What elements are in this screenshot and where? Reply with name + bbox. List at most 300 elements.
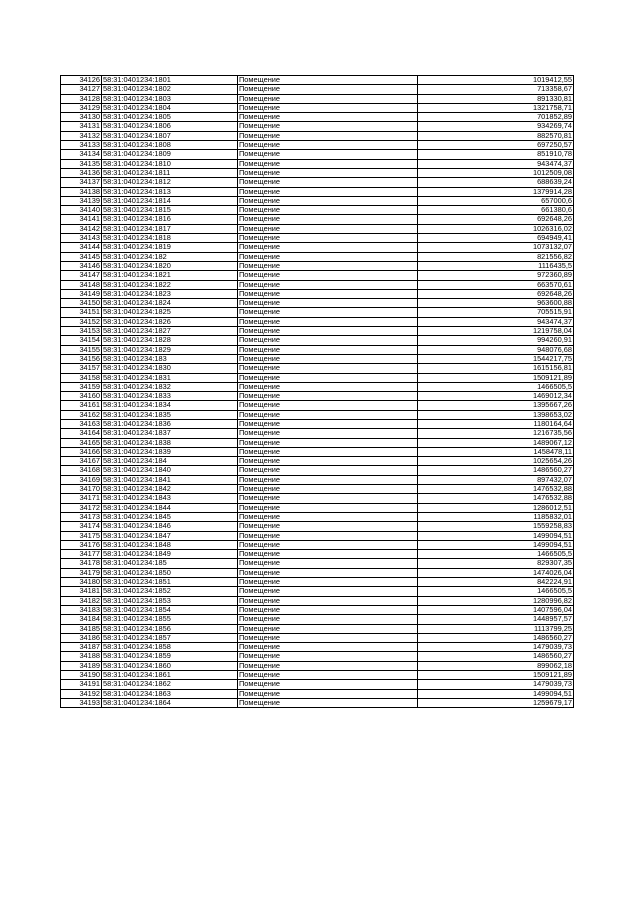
- table-row: [61, 234, 574, 243]
- row-number-cell: 34168: [61, 466, 102, 475]
- object-type-cell: Помещение: [238, 624, 418, 633]
- table-row: [61, 299, 574, 308]
- object-type-cell: Помещение: [238, 605, 418, 614]
- cadastral-number-cell: 58:31:0401234:1811: [102, 168, 238, 177]
- cadastral-number-cell: 58:31:0401234:1830: [102, 364, 238, 373]
- row-number-cell: 34154: [61, 336, 102, 345]
- cadastral-value-cell: 697250,57: [418, 141, 574, 150]
- row-number-cell: 34176: [61, 540, 102, 549]
- object-type-cell: Помещение: [238, 327, 418, 336]
- row-number-cell: 34126: [61, 76, 102, 85]
- cadastral-number-cell: 58:31:0401234:1831: [102, 373, 238, 382]
- cadastral-number-cell: 58:31:0401234:1853: [102, 596, 238, 605]
- cadastral-number-cell: 58:31:0401234:1855: [102, 615, 238, 624]
- row-number-cell: 34141: [61, 215, 102, 224]
- cadastral-value-cell: 1321758,71: [418, 103, 574, 112]
- cadastral-value-cell: 661380,6: [418, 206, 574, 215]
- object-type-cell: Помещение: [238, 494, 418, 503]
- object-type-cell: Помещение: [238, 531, 418, 540]
- cadastral-number-cell: 58:31:0401234:1846: [102, 522, 238, 531]
- table-row: [61, 671, 574, 680]
- cadastral-value-cell: 851910,78: [418, 150, 574, 159]
- table-row: [61, 327, 574, 336]
- cadastral-value-cell: 1486560,27: [418, 466, 574, 475]
- table-row: [61, 252, 574, 261]
- cadastral-number-cell: 58:31:0401234:1825: [102, 308, 238, 317]
- row-number-cell: 34131: [61, 122, 102, 131]
- cadastral-number-cell: 58:31:0401234:1807: [102, 131, 238, 140]
- row-number-cell: 34172: [61, 503, 102, 512]
- row-number-cell: 34189: [61, 661, 102, 670]
- object-type-cell: Помещение: [238, 382, 418, 391]
- cadastral-value-cell: 1499094,51: [418, 531, 574, 540]
- row-number-cell: 34136: [61, 168, 102, 177]
- table-row: [61, 494, 574, 503]
- cadastral-value-cell: 1479039,73: [418, 680, 574, 689]
- row-number-cell: 34193: [61, 698, 102, 707]
- row-number-cell: 34179: [61, 568, 102, 577]
- cadastral-number-cell: 58:31:0401234:1808: [102, 141, 238, 150]
- object-type-cell: Помещение: [238, 419, 418, 428]
- cadastral-number-cell: 58:31:0401234:1860: [102, 661, 238, 670]
- table-row: [61, 475, 574, 484]
- cadastral-value-cell: 1615156,81: [418, 364, 574, 373]
- object-type-cell: Помещение: [238, 122, 418, 131]
- table-row: [61, 364, 574, 373]
- row-number-cell: 34159: [61, 382, 102, 391]
- row-number-cell: 34135: [61, 159, 102, 168]
- registry-table: [60, 75, 574, 708]
- table-row: [61, 680, 574, 689]
- cadastral-value-cell: 1116435,5: [418, 261, 574, 270]
- cadastral-number-cell: 58:31:0401234:185: [102, 559, 238, 568]
- table-row: [61, 419, 574, 428]
- object-type-cell: Помещение: [238, 401, 418, 410]
- table-row: [61, 568, 574, 577]
- object-type-cell: Помещение: [238, 243, 418, 252]
- cadastral-value-cell: 1012509,08: [418, 168, 574, 177]
- row-number-cell: 34167: [61, 457, 102, 466]
- row-number-cell: 34132: [61, 131, 102, 140]
- cadastral-number-cell: 58:31:0401234:1803: [102, 94, 238, 103]
- cadastral-number-cell: 58:31:0401234:1818: [102, 234, 238, 243]
- table-row: [61, 141, 574, 150]
- cadastral-value-cell: 1458478,11: [418, 447, 574, 456]
- row-number-cell: 34187: [61, 643, 102, 652]
- table-row: [61, 382, 574, 391]
- object-type-cell: Помещение: [238, 224, 418, 233]
- object-type-cell: Помещение: [238, 336, 418, 345]
- registry-table-body: [61, 76, 574, 708]
- object-type-cell: Помещение: [238, 94, 418, 103]
- table-row: [61, 289, 574, 298]
- object-type-cell: Помещение: [238, 187, 418, 196]
- table-row: [61, 280, 574, 289]
- row-number-cell: 34138: [61, 187, 102, 196]
- cadastral-value-cell: 688639,24: [418, 178, 574, 187]
- cadastral-value-cell: 1379914,28: [418, 187, 574, 196]
- row-number-cell: 34185: [61, 624, 102, 633]
- cadastral-number-cell: 58:31:0401234:1863: [102, 689, 238, 698]
- cadastral-number-cell: 58:31:0401234:1839: [102, 447, 238, 456]
- table-row: [61, 522, 574, 531]
- cadastral-value-cell: 943474,37: [418, 317, 574, 326]
- table-row: [61, 401, 574, 410]
- cadastral-number-cell: 58:31:0401234:1857: [102, 633, 238, 642]
- object-type-cell: Помещение: [238, 698, 418, 707]
- object-type-cell: Помещение: [238, 522, 418, 531]
- object-type-cell: Помещение: [238, 540, 418, 549]
- object-type-cell: Помещение: [238, 429, 418, 438]
- object-type-cell: Помещение: [238, 261, 418, 270]
- cadastral-number-cell: 58:31:0401234:1826: [102, 317, 238, 326]
- row-number-cell: 34166: [61, 447, 102, 456]
- cadastral-number-cell: 58:31:0401234:1809: [102, 150, 238, 159]
- row-number-cell: 34139: [61, 196, 102, 205]
- row-number-cell: 34165: [61, 438, 102, 447]
- cadastral-value-cell: 705515,91: [418, 308, 574, 317]
- row-number-cell: 34148: [61, 280, 102, 289]
- table-row: [61, 85, 574, 94]
- row-number-cell: 34188: [61, 652, 102, 661]
- row-number-cell: 34157: [61, 364, 102, 373]
- object-type-cell: Помещение: [238, 578, 418, 587]
- cadastral-value-cell: 692648,26: [418, 289, 574, 298]
- object-type-cell: Помещение: [238, 503, 418, 512]
- table-row: [61, 131, 574, 140]
- table-row: [61, 447, 574, 456]
- cadastral-number-cell: 58:31:0401234:1824: [102, 299, 238, 308]
- cadastral-number-cell: 58:31:0401234:1813: [102, 187, 238, 196]
- row-number-cell: 34181: [61, 587, 102, 596]
- cadastral-number-cell: 58:31:0401234:1843: [102, 494, 238, 503]
- cadastral-value-cell: 1499094,51: [418, 540, 574, 549]
- object-type-cell: Помещение: [238, 596, 418, 605]
- table-row: [61, 578, 574, 587]
- table-row: [61, 438, 574, 447]
- table-row: [61, 122, 574, 131]
- object-type-cell: Помещение: [238, 131, 418, 140]
- cadastral-number-cell: 58:31:0401234:1829: [102, 345, 238, 354]
- cadastral-number-cell: 58:31:0401234:1815: [102, 206, 238, 215]
- object-type-cell: Помещение: [238, 141, 418, 150]
- cadastral-value-cell: 899062,18: [418, 661, 574, 670]
- row-number-cell: 34190: [61, 671, 102, 680]
- cadastral-value-cell: 1476532,88: [418, 485, 574, 494]
- table-row: [61, 196, 574, 205]
- table-row: [61, 243, 574, 252]
- table-row: [61, 187, 574, 196]
- object-type-cell: Помещение: [238, 568, 418, 577]
- row-number-cell: 34147: [61, 271, 102, 280]
- table-row: [61, 271, 574, 280]
- cadastral-value-cell: 701852,89: [418, 113, 574, 122]
- row-number-cell: 34128: [61, 94, 102, 103]
- table-row: [61, 178, 574, 187]
- table-row: [61, 615, 574, 624]
- object-type-cell: Помещение: [238, 689, 418, 698]
- row-number-cell: 34127: [61, 85, 102, 94]
- table-row: [61, 466, 574, 475]
- cadastral-value-cell: 1469012,34: [418, 392, 574, 401]
- table-row: [61, 206, 574, 215]
- cadastral-value-cell: 963600,88: [418, 299, 574, 308]
- object-type-cell: Помещение: [238, 178, 418, 187]
- object-type-cell: Помещение: [238, 615, 418, 624]
- object-type-cell: Помещение: [238, 373, 418, 382]
- cadastral-value-cell: 1019412,55: [418, 76, 574, 85]
- row-number-cell: 34155: [61, 345, 102, 354]
- object-type-cell: Помещение: [238, 252, 418, 261]
- cadastral-value-cell: 1113799,25: [418, 624, 574, 633]
- object-type-cell: Помещение: [238, 354, 418, 363]
- cadastral-number-cell: 58:31:0401234:1836: [102, 419, 238, 428]
- table-row: [61, 587, 574, 596]
- table-row: [61, 624, 574, 633]
- row-number-cell: 34163: [61, 419, 102, 428]
- cadastral-value-cell: 1466505,5: [418, 587, 574, 596]
- object-type-cell: Помещение: [238, 457, 418, 466]
- table-row: [61, 336, 574, 345]
- row-number-cell: 34153: [61, 327, 102, 336]
- object-type-cell: Помещение: [238, 113, 418, 122]
- cadastral-value-cell: 1499094,51: [418, 689, 574, 698]
- row-number-cell: 34191: [61, 680, 102, 689]
- row-number-cell: 34158: [61, 373, 102, 382]
- cadastral-number-cell: 58:31:0401234:1848: [102, 540, 238, 549]
- cadastral-value-cell: 891330,81: [418, 94, 574, 103]
- cadastral-number-cell: 58:31:0401234:1838: [102, 438, 238, 447]
- row-number-cell: 34180: [61, 578, 102, 587]
- object-type-cell: Помещение: [238, 652, 418, 661]
- object-type-cell: Помещение: [238, 485, 418, 494]
- object-type-cell: Помещение: [238, 85, 418, 94]
- cadastral-number-cell: 58:31:0401234:1842: [102, 485, 238, 494]
- cadastral-number-cell: 58:31:0401234:1806: [102, 122, 238, 131]
- cadastral-value-cell: 1185832,01: [418, 512, 574, 521]
- table-row: [61, 429, 574, 438]
- cadastral-value-cell: 1509121,89: [418, 671, 574, 680]
- object-type-cell: Помещение: [238, 215, 418, 224]
- table-row: [61, 317, 574, 326]
- cadastral-number-cell: 58:31:0401234:1850: [102, 568, 238, 577]
- row-number-cell: 34133: [61, 141, 102, 150]
- cadastral-number-cell: 58:31:0401234:1810: [102, 159, 238, 168]
- cadastral-value-cell: 1407596,04: [418, 605, 574, 614]
- object-type-cell: Помещение: [238, 150, 418, 159]
- cadastral-value-cell: 692648,26: [418, 215, 574, 224]
- object-type-cell: Помещение: [238, 633, 418, 642]
- row-number-cell: 34156: [61, 354, 102, 363]
- table-row: [61, 596, 574, 605]
- row-number-cell: 34169: [61, 475, 102, 484]
- cadastral-value-cell: 897432,07: [418, 475, 574, 484]
- table-row: [61, 605, 574, 614]
- row-number-cell: 34149: [61, 289, 102, 298]
- object-type-cell: Помещение: [238, 271, 418, 280]
- table-row: [61, 633, 574, 642]
- cadastral-value-cell: 657000,6: [418, 196, 574, 205]
- cadastral-number-cell: 58:31:0401234:1847: [102, 531, 238, 540]
- table-row: [61, 661, 574, 670]
- row-number-cell: 34178: [61, 559, 102, 568]
- row-number-cell: 34177: [61, 550, 102, 559]
- object-type-cell: Помещение: [238, 317, 418, 326]
- cadastral-number-cell: 58:31:0401234:1864: [102, 698, 238, 707]
- cadastral-value-cell: 882570,81: [418, 131, 574, 140]
- row-number-cell: 34161: [61, 401, 102, 410]
- cadastral-value-cell: 1489067,12: [418, 438, 574, 447]
- cadastral-number-cell: 58:31:0401234:182: [102, 252, 238, 261]
- cadastral-number-cell: 58:31:0401234:1852: [102, 587, 238, 596]
- cadastral-number-cell: 58:31:0401234:1827: [102, 327, 238, 336]
- row-number-cell: 34164: [61, 429, 102, 438]
- cadastral-value-cell: 1474026,04: [418, 568, 574, 577]
- table-row: [61, 150, 574, 159]
- cadastral-value-cell: 1486560,27: [418, 652, 574, 661]
- cadastral-value-cell: 1466505,5: [418, 550, 574, 559]
- cadastral-value-cell: 1286012,51: [418, 503, 574, 512]
- table-row: [61, 168, 574, 177]
- object-type-cell: Помещение: [238, 512, 418, 521]
- cadastral-value-cell: 713358,67: [418, 85, 574, 94]
- cadastral-number-cell: 58:31:0401234:1861: [102, 671, 238, 680]
- cadastral-value-cell: 1026316,02: [418, 224, 574, 233]
- object-type-cell: Помещение: [238, 559, 418, 568]
- row-number-cell: 34142: [61, 224, 102, 233]
- table-row: [61, 512, 574, 521]
- cadastral-number-cell: 58:31:0401234:1804: [102, 103, 238, 112]
- object-type-cell: Помещение: [238, 364, 418, 373]
- object-type-cell: Помещение: [238, 466, 418, 475]
- cadastral-number-cell: 58:31:0401234:1834: [102, 401, 238, 410]
- cadastral-value-cell: 1476532,88: [418, 494, 574, 503]
- cadastral-value-cell: 829307,35: [418, 559, 574, 568]
- cadastral-number-cell: 58:31:0401234:1832: [102, 382, 238, 391]
- object-type-cell: Помещение: [238, 671, 418, 680]
- cadastral-number-cell: 58:31:0401234:1858: [102, 643, 238, 652]
- cadastral-number-cell: 58:31:0401234:1801: [102, 76, 238, 85]
- cadastral-number-cell: 58:31:0401234:1828: [102, 336, 238, 345]
- row-number-cell: 34182: [61, 596, 102, 605]
- cadastral-value-cell: 1544217,75: [418, 354, 574, 363]
- table-row: [61, 698, 574, 707]
- object-type-cell: Помещение: [238, 550, 418, 559]
- table-row: [61, 652, 574, 661]
- cadastral-number-cell: 58:31:0401234:1823: [102, 289, 238, 298]
- cadastral-value-cell: 1219758,04: [418, 327, 574, 336]
- cadastral-value-cell: 694949,41: [418, 234, 574, 243]
- object-type-cell: Помещение: [238, 680, 418, 689]
- cadastral-number-cell: 58:31:0401234:1816: [102, 215, 238, 224]
- cadastral-value-cell: 1025654,26: [418, 457, 574, 466]
- cadastral-value-cell: 1280996,82: [418, 596, 574, 605]
- object-type-cell: Помещение: [238, 410, 418, 419]
- cadastral-number-cell: 58:31:0401234:1812: [102, 178, 238, 187]
- object-type-cell: Помещение: [238, 299, 418, 308]
- row-number-cell: 34173: [61, 512, 102, 521]
- cadastral-value-cell: 1259679,17: [418, 698, 574, 707]
- row-number-cell: 34171: [61, 494, 102, 503]
- cadastral-value-cell: 1395667,26: [418, 401, 574, 410]
- row-number-cell: 34129: [61, 103, 102, 112]
- row-number-cell: 34183: [61, 605, 102, 614]
- cadastral-value-cell: 1180164,64: [418, 419, 574, 428]
- row-number-cell: 34143: [61, 234, 102, 243]
- cadastral-number-cell: 58:31:0401234:1817: [102, 224, 238, 233]
- cadastral-value-cell: 842224,91: [418, 578, 574, 587]
- cadastral-value-cell: 1559258,83: [418, 522, 574, 531]
- table-row: [61, 261, 574, 270]
- row-number-cell: 34186: [61, 633, 102, 642]
- cadastral-number-cell: 58:31:0401234:1822: [102, 280, 238, 289]
- cadastral-value-cell: 1466505,5: [418, 382, 574, 391]
- row-number-cell: 34144: [61, 243, 102, 252]
- cadastral-value-cell: 948076,68: [418, 345, 574, 354]
- cadastral-number-cell: 58:31:0401234:1819: [102, 243, 238, 252]
- table-row: [61, 159, 574, 168]
- object-type-cell: Помещение: [238, 159, 418, 168]
- table-row: [61, 457, 574, 466]
- object-type-cell: Помещение: [238, 643, 418, 652]
- object-type-cell: Помещение: [238, 392, 418, 401]
- table-row: [61, 531, 574, 540]
- table-row: [61, 643, 574, 652]
- cadastral-number-cell: 58:31:0401234:1814: [102, 196, 238, 205]
- cadastral-number-cell: 58:31:0401234:183: [102, 354, 238, 363]
- object-type-cell: Помещение: [238, 587, 418, 596]
- row-number-cell: 34146: [61, 261, 102, 270]
- object-type-cell: Помещение: [238, 345, 418, 354]
- object-type-cell: Помещение: [238, 196, 418, 205]
- row-number-cell: 34150: [61, 299, 102, 308]
- object-type-cell: Помещение: [238, 289, 418, 298]
- table-row: [61, 373, 574, 382]
- row-number-cell: 34192: [61, 689, 102, 698]
- cadastral-number-cell: 58:31:0401234:1820: [102, 261, 238, 270]
- row-number-cell: 34137: [61, 178, 102, 187]
- cadastral-number-cell: 58:31:0401234:1851: [102, 578, 238, 587]
- cadastral-number-cell: 58:31:0401234:1833: [102, 392, 238, 401]
- row-number-cell: 34151: [61, 308, 102, 317]
- cadastral-number-cell: 58:31:0401234:1854: [102, 605, 238, 614]
- table-row: [61, 308, 574, 317]
- cadastral-value-cell: 1216735,56: [418, 429, 574, 438]
- row-number-cell: 34130: [61, 113, 102, 122]
- cadastral-value-cell: 972360,89: [418, 271, 574, 280]
- cadastral-value-cell: 934269,74: [418, 122, 574, 131]
- cadastral-number-cell: 58:31:0401234:1805: [102, 113, 238, 122]
- cadastral-value-cell: 994260,91: [418, 336, 574, 345]
- cadastral-value-cell: 1073132,07: [418, 243, 574, 252]
- cadastral-number-cell: 58:31:0401234:184: [102, 457, 238, 466]
- row-number-cell: 34170: [61, 485, 102, 494]
- cadastral-number-cell: 58:31:0401234:1862: [102, 680, 238, 689]
- cadastral-number-cell: 58:31:0401234:1837: [102, 429, 238, 438]
- cadastral-number-cell: 58:31:0401234:1835: [102, 410, 238, 419]
- row-number-cell: 34162: [61, 410, 102, 419]
- row-number-cell: 34175: [61, 531, 102, 540]
- table-row: [61, 559, 574, 568]
- table-row: [61, 76, 574, 85]
- table-row: [61, 392, 574, 401]
- cadastral-number-cell: 58:31:0401234:1844: [102, 503, 238, 512]
- cadastral-number-cell: 58:31:0401234:1841: [102, 475, 238, 484]
- table-row: [61, 103, 574, 112]
- cadastral-number-cell: 58:31:0401234:1859: [102, 652, 238, 661]
- object-type-cell: Помещение: [238, 661, 418, 670]
- cadastral-value-cell: 1398653,02: [418, 410, 574, 419]
